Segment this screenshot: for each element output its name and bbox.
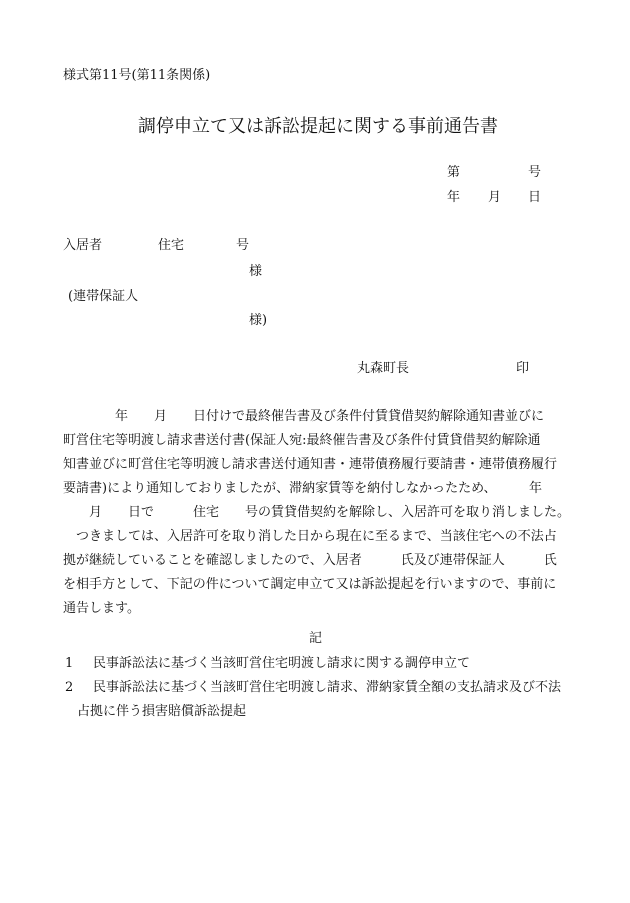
form-number: 様式第11号(第11条関係)	[63, 68, 211, 83]
body-line: 要請書)により通知しておりましたが、滞納家賃等を納付しなかったため、 年	[63, 481, 543, 496]
sender-name: 丸森町長	[357, 361, 410, 376]
ki-heading: 記	[309, 631, 323, 646]
item-text: 民事訴訟法に基づく当該町営住宅明渡し請求、滞納家賃全額の支払請求及び不法	[93, 680, 562, 695]
item-list	[63, 652, 583, 724]
housing-label: 住宅	[158, 238, 185, 253]
body-line: 拠が継続していることを確認しましたので、入居者 氏及び連帯保証人 氏	[63, 553, 557, 568]
body-line: つきましては、入居許可を取り消した日から現在に至るまで、当該住宅への不法占	[63, 529, 557, 544]
body-line: を相手方として、下記の件について調定申立て又は訴訟提起を行いますので、事前に	[63, 577, 557, 592]
seal-mark: 印	[516, 361, 530, 376]
body-line: 月 日で 住宅 号の賃貸借契約を解除し、入居許可を取り消しました。	[63, 505, 571, 520]
item-continuation: 占拠に伴う損害賠償訴訟提起	[77, 704, 247, 719]
resident-label: 入居者	[63, 238, 103, 253]
item-number: 1	[65, 656, 74, 671]
date-month: 月	[488, 190, 502, 205]
body-line: 通告します。	[63, 601, 140, 616]
housing-number-label: 号	[236, 238, 250, 253]
body-paragraph	[63, 405, 583, 621]
date-day: 日	[528, 190, 542, 205]
item-number: 2	[65, 680, 74, 695]
document-title: 調停申立て又は訴訟提起に関する事前通告書	[138, 116, 498, 137]
body-line: 町営住宅等明渡し請求書送付書(保証人宛:最終催告書及び条件付賃貸借契約解除通	[63, 433, 541, 448]
guarantor-honorific: 様)	[249, 313, 268, 328]
guarantor-label: (連帯保証人	[68, 289, 139, 304]
item-text: 民事訴訟法に基づく当該町営住宅明渡し請求に関する調停申立て	[93, 656, 471, 671]
doc-number-prefix: 第	[447, 165, 461, 180]
list-item	[63, 652, 583, 676]
doc-number-suffix: 号	[528, 165, 542, 180]
body-line: 知書並びに町営住宅等明渡し請求書送付通知書・連帯債務履行要請書・連帯債務履行	[63, 457, 558, 472]
body-line: 年 月 日付けで最終催告書及び条件付賃貸借契約解除通知書並びに	[63, 409, 545, 424]
date-year: 年	[447, 190, 461, 205]
resident-honorific: 様	[249, 264, 263, 279]
list-item	[63, 676, 583, 700]
